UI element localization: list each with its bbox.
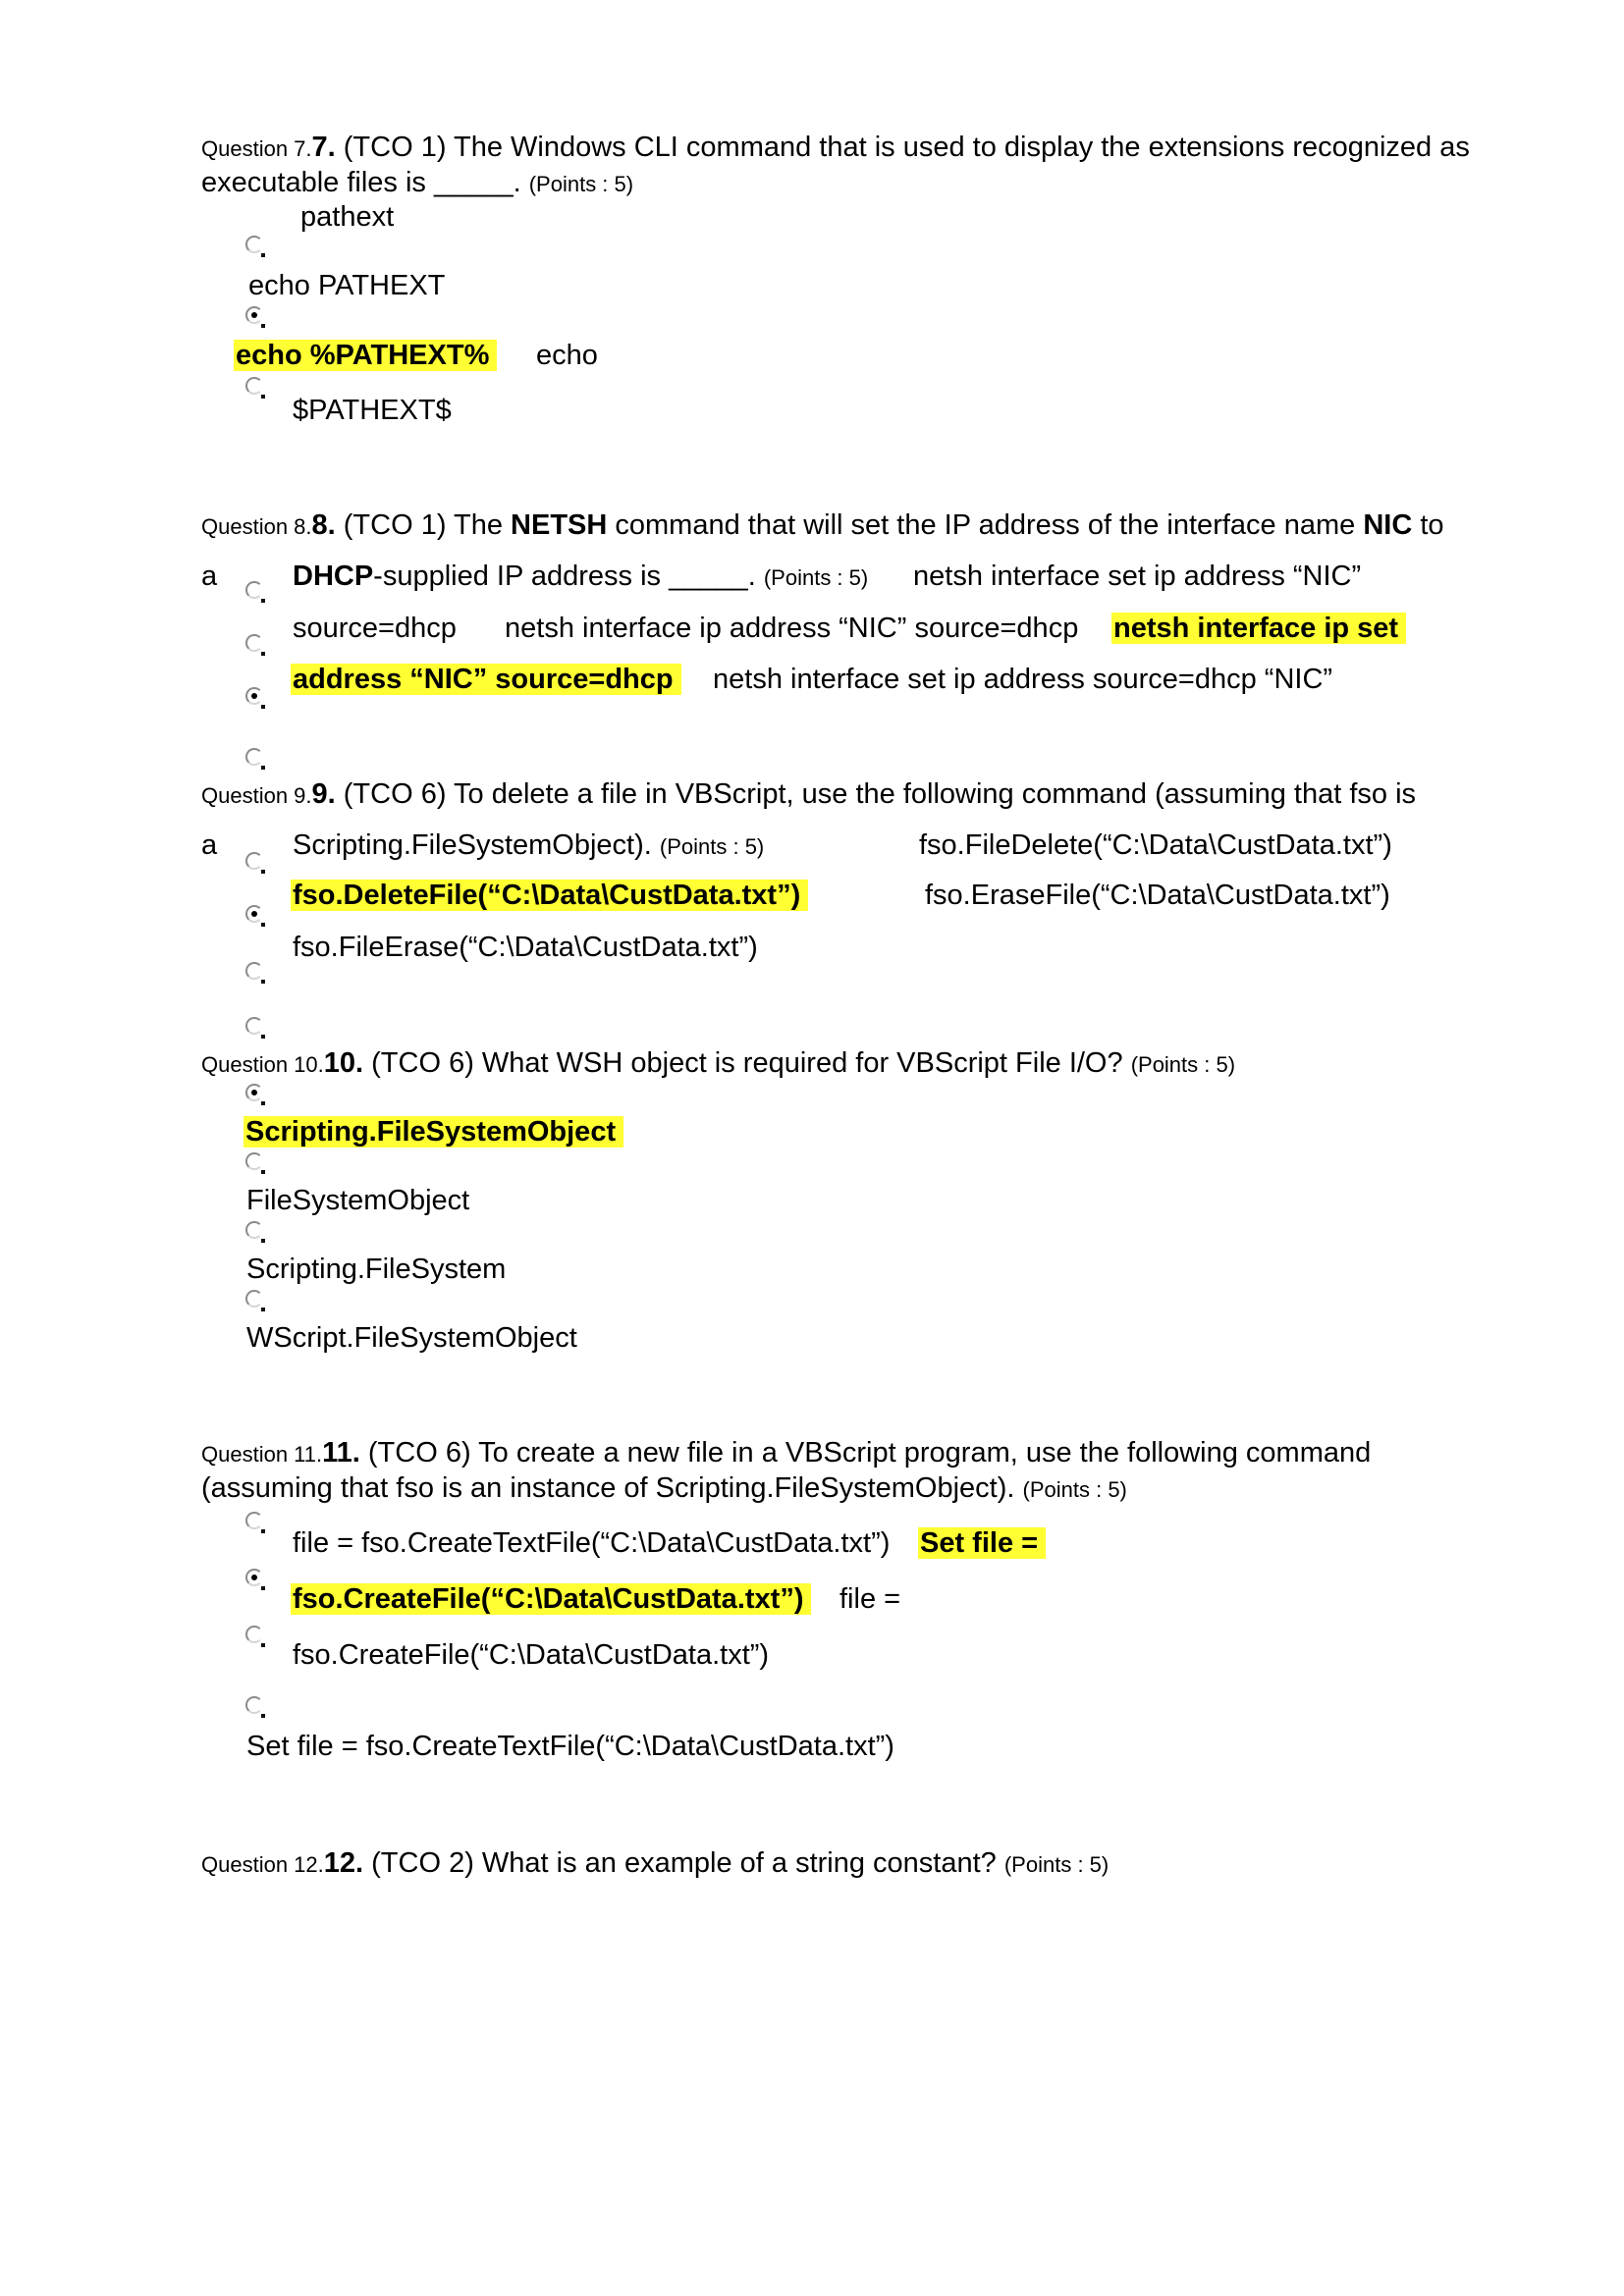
q7-number: Question 7. xyxy=(201,136,312,161)
q9-option-2-highlight: fso.DeleteFile(“C:\Data\CustData.txt”) xyxy=(291,880,808,911)
q11-points: (Points : 5) xyxy=(1022,1477,1127,1502)
q7-points: (Points : 5) xyxy=(528,172,634,196)
q8-number-bold: 8. xyxy=(311,509,336,541)
q9-option-3-radio[interactable] xyxy=(245,962,263,980)
q8-text-e: to xyxy=(1412,509,1444,541)
q8-points: (Points : 5) xyxy=(763,565,869,590)
q7-option-4-label: echo xyxy=(536,340,598,371)
q7-option-2-label: echo PATHEXT xyxy=(248,270,446,301)
q10-option-1-highlight: Scripting.FileSystemObject xyxy=(244,1116,623,1148)
q11-header-line2 xyxy=(201,1470,1127,1508)
q7-option-1-label: pathext xyxy=(300,201,395,233)
q11-number-bold: 11. xyxy=(322,1437,360,1468)
q8-text-netsh: NETSH xyxy=(511,509,608,541)
q11-option-1-radio[interactable] xyxy=(245,1512,263,1529)
q8-option-4-label: netsh interface set ip address source=dhcp “NIC” xyxy=(713,664,1333,695)
q9-number: Question 9. xyxy=(201,783,312,808)
q11-option-2-highlight-start: Set file = xyxy=(918,1527,1046,1559)
q10-text-line1: (TCO 6) What WSH object is required for VBScript File I/O? xyxy=(363,1047,1131,1079)
q8-header-line1 xyxy=(201,507,1444,545)
q8-text-a: (TCO 1) The xyxy=(335,509,512,541)
q7-option-3-label xyxy=(234,338,497,373)
q12-text-line1: (TCO 2) What is an example of a string constant? xyxy=(363,1847,1004,1879)
q8-option-2-radio[interactable] xyxy=(245,634,263,652)
q9-points: (Points : 5) xyxy=(659,834,765,859)
q8-line2-a: a xyxy=(201,561,218,592)
q8-line2-text: -supplied IP address is _____. xyxy=(373,561,764,592)
q10-option-1-label xyxy=(244,1114,623,1149)
q7-option-4-radio[interactable] xyxy=(245,377,263,395)
q9-option-4-label: fso.FileErase(“C:\Data\CustData.txt”) xyxy=(293,932,758,963)
q11-option-3-radio[interactable] xyxy=(245,1626,263,1643)
q8-option-3-label-start xyxy=(1111,611,1406,646)
q8-option-3-radio[interactable] xyxy=(245,687,263,705)
q9-header-line1 xyxy=(201,776,1416,814)
q8-option-4-radio[interactable] xyxy=(245,748,263,766)
q12-number-bold: 12. xyxy=(323,1847,364,1879)
q9-option-2-radio[interactable] xyxy=(245,905,263,923)
q10-option-3-label: Scripting.FileSystem xyxy=(246,1254,507,1285)
q9-text-line1: (TCO 6) To delete a file in VBScript, use the following command (assuming that fso is xyxy=(335,778,1417,810)
q10-number: Question 10. xyxy=(201,1052,324,1077)
q11-option-4-label: Set file = fso.CreateTextFile(“C:\Data\CustData.txt”) xyxy=(246,1731,894,1762)
q9-option-3-label: fso.EraseFile(“C:\Data\CustData.txt”) xyxy=(925,880,1390,911)
q10-header-line1 xyxy=(201,1045,1235,1083)
q8-option-3-highlight-start: netsh interface ip set xyxy=(1111,613,1406,644)
q8-text-dhcp: DHCP xyxy=(293,561,374,592)
q7-option-3-highlight: echo %PATHEXT% xyxy=(234,340,497,371)
q9-option-1-label: fso.FileDelete(“C:\Data\CustData.txt”) xyxy=(919,829,1392,861)
q9-option-1-radio[interactable] xyxy=(245,852,263,870)
q8-text-nic: NIC xyxy=(1363,509,1413,541)
q12-points: (Points : 5) xyxy=(1003,1852,1110,1877)
q11-header-line1 xyxy=(201,1435,1371,1472)
q8-option-1-label-start: netsh interface set ip address “NIC” xyxy=(913,561,1362,592)
q7-number-bold: 7. xyxy=(311,132,336,163)
q8-option-3-highlight-end: address “NIC” source=dhcp xyxy=(291,664,681,695)
q10-points: (Points : 5) xyxy=(1130,1052,1236,1077)
q10-number-bold: 10. xyxy=(323,1047,364,1079)
q7-header-line2 xyxy=(201,165,633,202)
q7-option-5-label: $PATHEXT$ xyxy=(293,395,452,426)
q11-option-4-radio[interactable] xyxy=(245,1696,263,1714)
q11-option-2-highlight-end: fso.CreateFile(“C:\Data\CustData.txt”) xyxy=(291,1583,811,1615)
q10-option-2-label: FileSystemObject xyxy=(246,1185,470,1216)
q11-option-1-label: file = fso.CreateTextFile(“C:\Data\CustData.txt”) xyxy=(293,1527,891,1559)
q10-option-3-radio[interactable] xyxy=(245,1221,263,1239)
q8-text-c: command that will set the IP address of the interface name xyxy=(607,509,1364,541)
q8-line2 xyxy=(293,559,868,596)
q9-option-2-label xyxy=(291,878,808,913)
q9-line2-text: Scripting.FileSystemObject). xyxy=(293,829,660,861)
q9-number-bold: 9. xyxy=(311,778,336,810)
q7-option-3-radio[interactable] xyxy=(245,306,263,324)
q8-option-3-label-end xyxy=(291,662,681,697)
q9-line2 xyxy=(293,828,764,865)
q8-option-1-label-end: source=dhcp xyxy=(293,613,457,644)
q12-header-line1 xyxy=(201,1845,1109,1883)
q7-option-1-radio[interactable] xyxy=(245,236,263,253)
q8-option-2-label: netsh interface ip address “NIC” source=dhcp xyxy=(505,613,1079,644)
q8-option-1-radio[interactable] xyxy=(245,581,263,599)
q11-option-2-label-end xyxy=(291,1581,811,1617)
q10-option-4-label: WScript.FileSystemObject xyxy=(246,1322,577,1354)
q10-option-4-radio[interactable] xyxy=(245,1290,263,1308)
q7-text-line1: (TCO 1) The Windows CLI command that is used to display the extensions recognized as xyxy=(335,132,1470,163)
q10-option-1-radio[interactable] xyxy=(245,1084,263,1101)
q11-number: Question 11. xyxy=(201,1442,323,1467)
q11-option-2-label-start xyxy=(918,1525,1046,1561)
q11-option-3-label-start: file = xyxy=(839,1583,901,1615)
q7-text-line2: executable files is _____. xyxy=(201,167,529,198)
q11-option-3-label-end: fso.CreateFile(“C:\Data\CustData.txt”) xyxy=(293,1639,770,1671)
q7-header-line1 xyxy=(201,130,1470,167)
q11-text-line2: (assuming that fso is an instance of Scripting.FileSystemObject). xyxy=(201,1472,1023,1504)
q8-number: Question 8. xyxy=(201,514,312,539)
q9-option-4-radio[interactable] xyxy=(245,1017,263,1035)
q9-line2-a: a xyxy=(201,829,218,861)
q12-number: Question 12. xyxy=(201,1852,324,1877)
q11-option-2-radio[interactable] xyxy=(245,1569,263,1586)
q11-text-line1: (TCO 6) To create a new file in a VBScript program, use the following command xyxy=(359,1437,1372,1468)
q10-option-2-radio[interactable] xyxy=(245,1152,263,1170)
